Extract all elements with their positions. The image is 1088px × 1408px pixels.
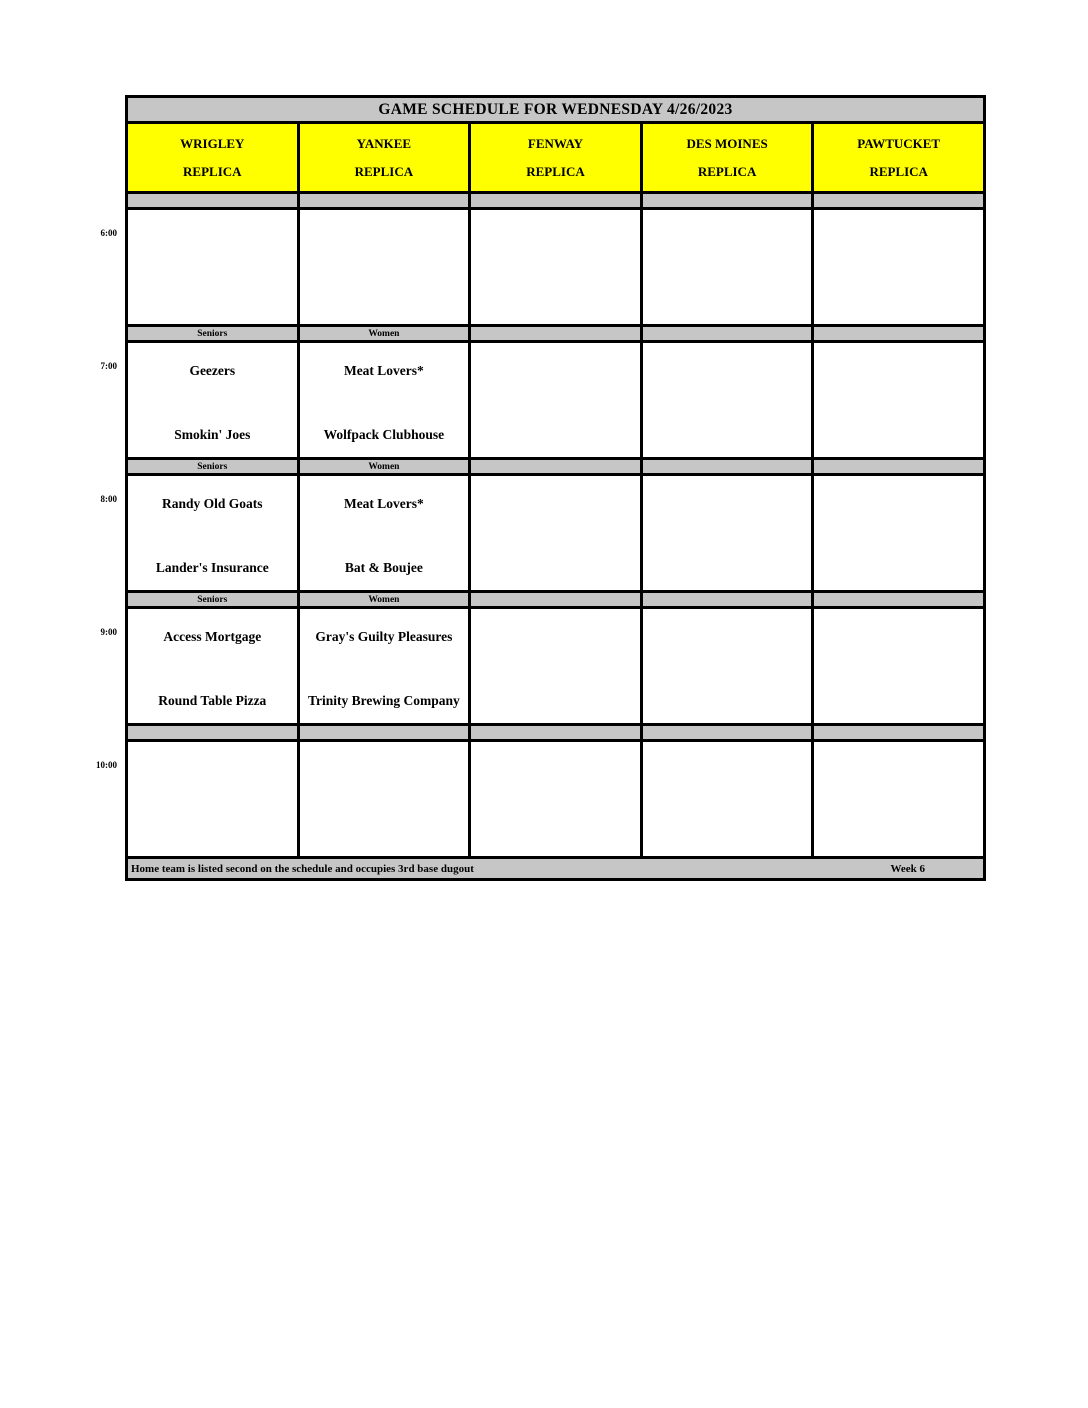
field-subtitle: REPLICA <box>526 163 585 179</box>
game-cell <box>128 609 297 723</box>
week-label: Week 6 <box>890 862 925 875</box>
game-cell <box>643 742 812 856</box>
division-strip-cell: Women <box>300 593 469 606</box>
division-strip-cell <box>643 593 812 606</box>
game-cell <box>643 476 812 590</box>
division-strip-cell <box>814 194 983 207</box>
game-cell <box>814 343 983 457</box>
field-header-yankee <box>300 124 469 191</box>
game-cell <box>814 742 983 856</box>
schedule-table <box>125 95 986 881</box>
division-strip-cell <box>471 194 640 207</box>
game-cell <box>300 210 469 324</box>
game-cell <box>814 476 983 590</box>
game-cell <box>643 210 812 324</box>
field-name: WRIGLEY <box>180 135 245 151</box>
division-strip-cell: Seniors <box>128 327 297 340</box>
time-label-800: 8:00 <box>100 494 117 504</box>
division-strip-cell <box>471 327 640 340</box>
game-cell <box>128 343 297 457</box>
division-strip-cell <box>814 327 983 340</box>
game-cell <box>300 609 469 723</box>
footer-note: Home team is listed second on the schedule and occupies 3rd base dugout <box>131 862 474 875</box>
home-team: Bat & Boujee <box>344 560 423 575</box>
field-name: FENWAY <box>527 135 584 151</box>
time-label-900: 9:00 <box>100 627 117 637</box>
game-cell <box>128 476 297 590</box>
home-team: Round Table Pizza <box>158 693 267 708</box>
game-cell <box>128 210 297 324</box>
away-team: Meat Lovers* <box>343 496 424 511</box>
field-header-wrigley <box>128 124 297 191</box>
game-cell <box>471 609 640 723</box>
time-label-600: 6:00 <box>100 228 117 238</box>
division-strip-cell: Women <box>300 460 469 473</box>
division-strip-cell: Women <box>300 327 469 340</box>
game-cell <box>471 742 640 856</box>
field-name: PAWTUCKET <box>857 135 941 151</box>
division-strip-cell <box>814 726 983 739</box>
game-cell <box>643 343 812 457</box>
field-header-pawtucket <box>814 124 983 191</box>
time-rail <box>84 0 117 900</box>
division-strip-cell <box>814 460 983 473</box>
division-strip-cell <box>471 593 640 606</box>
division-strip-cell <box>128 726 297 739</box>
field-header-fenway <box>471 124 640 191</box>
field-subtitle: REPLICA <box>697 163 757 179</box>
field-name: YANKEE <box>356 135 412 151</box>
division-strip-cell <box>471 726 640 739</box>
home-team: Lander's Insurance <box>155 560 269 575</box>
game-cell <box>128 742 297 856</box>
home-team: Wolfpack Clubhouse <box>323 427 445 442</box>
away-team: Gray's Guilty Pleasures <box>315 629 453 644</box>
division-strip-cell <box>300 726 469 739</box>
division-strip-cell <box>300 194 469 207</box>
home-team: Smokin' Joes <box>174 427 251 442</box>
footer-row <box>128 859 983 878</box>
time-label-1000: 10:00 <box>96 760 117 770</box>
away-team: Meat Lovers* <box>343 363 424 378</box>
field-header-des-moines <box>643 124 812 191</box>
schedule-title: GAME SCHEDULE FOR WEDNESDAY 4/26/2023 <box>128 98 983 121</box>
division-strip-cell <box>643 327 812 340</box>
game-cell <box>471 343 640 457</box>
game-cell <box>300 476 469 590</box>
game-cell <box>300 343 469 457</box>
field-subtitle: REPLICA <box>869 163 928 179</box>
field-subtitle: REPLICA <box>183 163 242 179</box>
division-strip-cell <box>471 460 640 473</box>
division-strip-cell <box>128 194 297 207</box>
division-strip-cell <box>643 194 812 207</box>
away-team: Randy Old Goats <box>162 496 263 511</box>
game-cell <box>300 742 469 856</box>
home-team: Trinity Brewing Company <box>308 693 460 708</box>
game-cell <box>814 210 983 324</box>
division-strip-cell <box>643 726 812 739</box>
field-name: DES MOINES <box>686 135 768 151</box>
game-cell <box>471 210 640 324</box>
field-subtitle: REPLICA <box>354 163 414 179</box>
division-strip-cell <box>643 460 812 473</box>
division-strip-cell: Seniors <box>128 593 297 606</box>
division-strip-cell <box>814 593 983 606</box>
game-cell <box>814 609 983 723</box>
game-cell <box>643 609 812 723</box>
time-label-700: 7:00 <box>100 361 117 371</box>
division-strip-cell: Seniors <box>128 460 297 473</box>
game-cell <box>471 476 640 590</box>
away-team: Access Mortgage <box>163 629 262 644</box>
away-team: Geezers <box>189 363 236 378</box>
